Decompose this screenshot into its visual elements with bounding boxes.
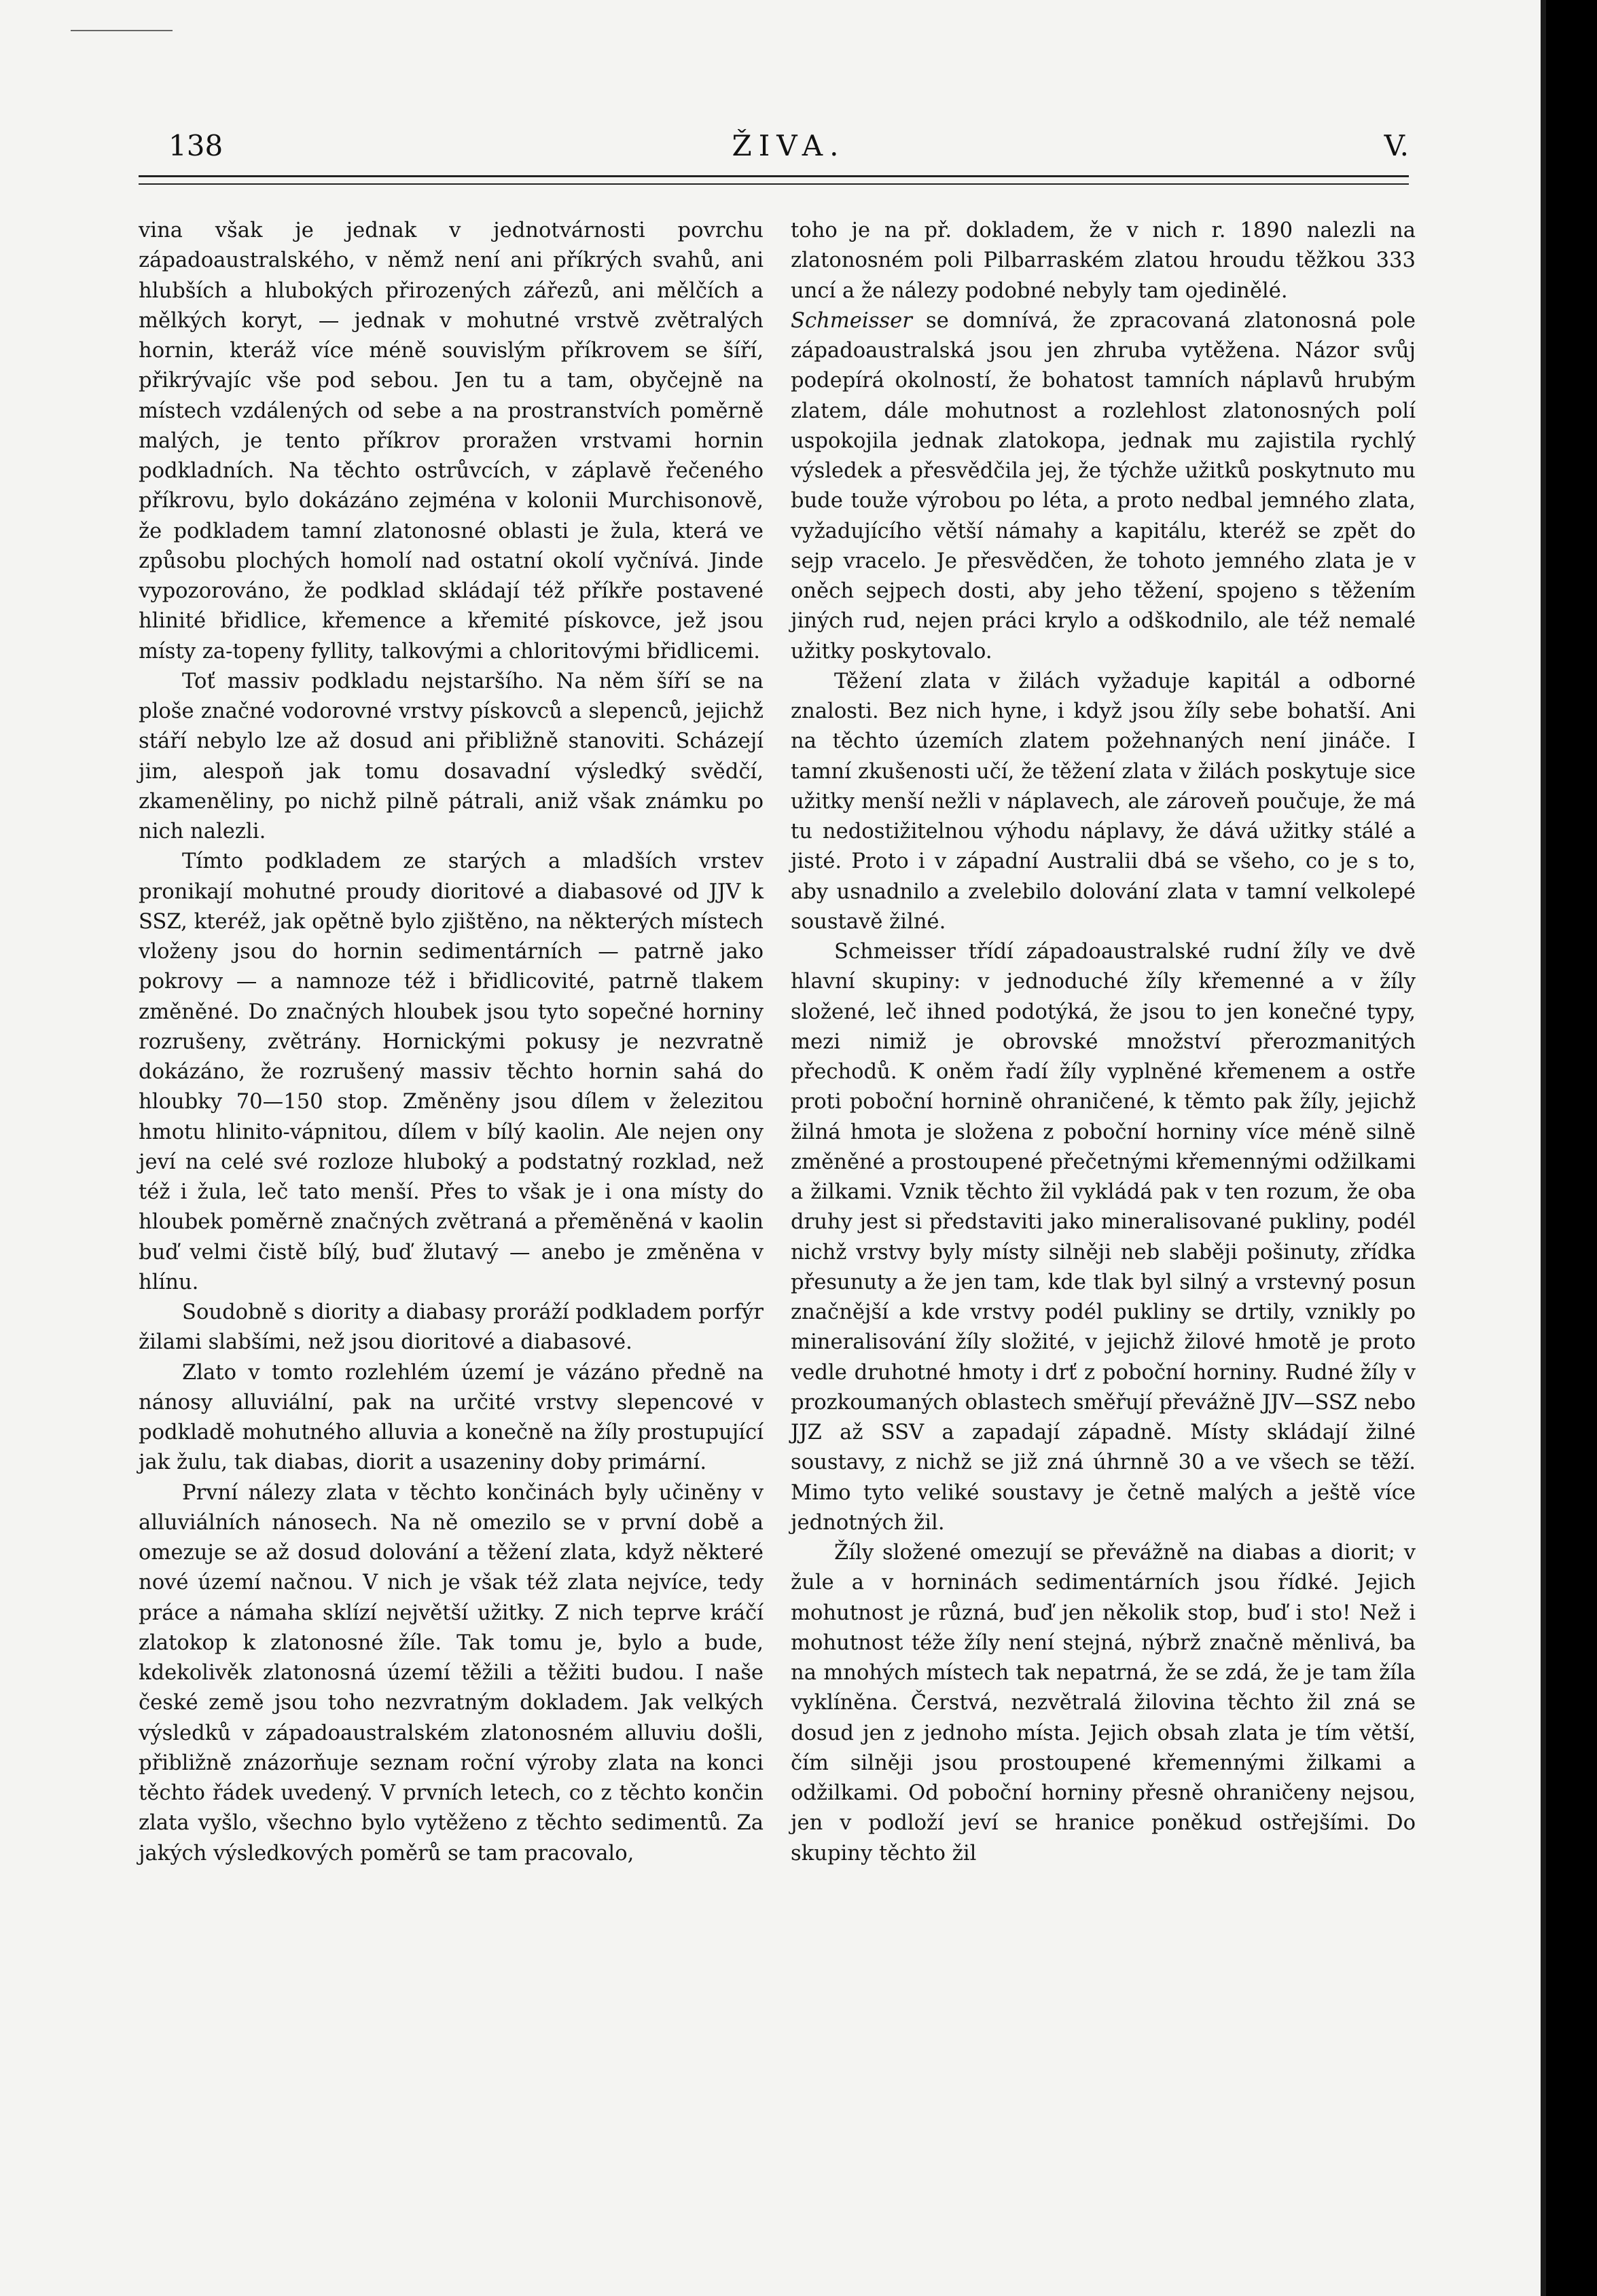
- paragraph: Tímto podkladem ze starých a mladších vrstev pronikají mohutné proudy dioritové a diabasové od JJV k SSZ, kteréž, jak opětně bylo zjištěno, na některých místech vloženy jsou do hornin sedimentárních — patrně jako pokrovy — a namnoze též i břidlicovité, patrně tlakem změněné. Do značných hloubek jsou tyto sopečné horniny rozrušeny, zvětrány. Hornickými pokusy je nezvratně dokázáno, že rozrušený massiv těchto hornin sahá do hloubky 70—150 stop. Změněny jsou dílem v železitou hmotu hlinito-vápnitou, dílem v bílý kaolin. Ale nejen ony jeví na celé své rozloze hluboký a podstatný rozklad, než též i žula, leč tato menší. Přes to však je i ona místy do hloubek poměrně značných zvětraná a přeměněná v kaolin buď velmi čistě bílý, buď žlutavý — anebo je změněna v hlínu.: [139, 850, 764, 1294]
- paragraph: toho je na př. dokladem, že v nich r. 1890 nalezli na zlatonosném poli Pilbarraském zlatou hroudu těžkou 333 uncí a že nálezy podobné nebyly tam ojedinělé.: [791, 219, 1416, 303]
- volume-number: V.: [1384, 129, 1409, 162]
- paragraph: [791, 306, 1416, 667]
- paragraph-text: se domnívá, že zpracovaná zlatonosná pole západoaustralská jsou jen zhruba vytěžena. Názor svůj podepírá okolností, že bohatost tamních náplavů hrubým zlatem, dále mohutnost a rozlehlost zlatonosných polí uspokojila jednak zlatokopa, jednak mu zajistila rychlý výsledek a přesvědčila jej, že týchže užitků poskytnuto mu bude touže výrobou po léta, a proto nedbal jemného zlata, vyžadujícího větší námahy a kapitálu, kteréž se zpět do sejp vracelo. Je přesvědčen, že tohoto jemného zlata je v oněch sejpech dosti, aby jeho těžení, spojeno s těžením jiných rud, nejen práci krylo a odškodnilo, ale též nemalé užitky poskytovalo.: [791, 308, 1416, 663]
- paragraph: Schmeisser třídí západoaustralské rudní žíly ve dvě hlavní skupiny: v jednoduché žíly křemenné a v žíly složené, leč ihned podotýká, že jsou to jen konečné typy, mezi nimiž je obrovské množství přerozmanitých přechodů. K oněm řadí žíly vyplněné křemenem a ostře proti poboční hornině ohraničené, k těmto pak žíly, jejichž žilná hmota je složena z poboční horniny více méně silně změněné a prostoupené přečetnými křemennými odžilkami a žilkami. Vznik těchto žil vykládá pak v ten rozum, že oba druhy jest si představiti jako mineralisované pukliny, podél nichž vrstvy byly místy silněji neb slaběji pošinuty, zřídka přesunuty a že jen tam, kde tlak byl silný a vrstevný posun značnější a kde vrstvy podél pukliny se drtily, vznikly po mineralisování žíly složité, v jejichž žilové hmotě je proto vedle druhotné hmoty i drť z poboční horniny. Rudné žíly v prozkoumaných oblastech směřují převážně JJV—SSZ nebo JJZ až SSV a zapadají západně. Místy skládají žilné soustavy, z nichž se již zná úhrnně 30 a ve všech se těží. Mimo tyto veliké soustavy je četně malých a ještě více jednotných žil.: [791, 940, 1416, 1535]
- binding-edge: [1541, 0, 1546, 2296]
- paragraph: Těžení zlata v žilách vyžaduje kapitál a odborné znalosti. Bez nich hyne, i když jsou žíly sebe bohatší. Ani na těchto územích zlatem požehnaných není jináče. I tamní zkušenosti učí, že těžení zlata v žilách poskytuje sice užitky menší nežli v náplavech, ale zároveň poučuje, že má tu nedostižitelnou výhodu náplavy, že dává užitky stálé a jisté. Proto i v západní Australii dbá se všeho, co je s to, aby usnadnilo a zvelebilo dolování zlata v tamní velkolepé soustavě žilné.: [791, 669, 1416, 934]
- left-column: [139, 216, 764, 1869]
- page-header: [168, 129, 1409, 170]
- paragraph: První nálezy zlata v těchto končinách byly učiněny v alluviálních nánosech. Na ně omezilo se v první době a omezuje se až dosud dolování a těžení zlata, když některé nové území načnou. V nich je však též zlata nejvíce, tedy práce a námaha sklízí největší užitky. Z nich teprve kráčí zlatokop k zlatonosné žíle. Tak tomu je, bylo a bude, kdekolivěk zlatonosná území těžili a těžiti budou. I naše české země jsou toho nezvratným dokladem. Jak velkých výsledků v západoaustralském zlatonosném alluviu došli, přibližně znázorňuje seznam roční výroby zlata na konci těchto řádek uvedený. V prvních letech, co z těchto končin zlata vyšlo, všechno bylo vytěženo z těchto sedimentů. Za jakých výsledkových poměrů se tam pracovalo,: [139, 1480, 764, 1865]
- author-name-italic: Schmeisser: [791, 308, 912, 333]
- header-rule: [139, 175, 1409, 177]
- paragraph: vina však je jednak v jednotvárnosti povrchu západoaustralského, v němž není ani příkrých svahů, ani hlubších a hlubokých přirozených zářezů, ani mělčích a mělkých koryt, — jednak v mohutné vrstvě zvětralých hornin, kteráž více méně souvislým příkrovem se šíří, přikrývajíc vše pod sebou. Jen tu a tam, obyčejně na místech vzdálených od sebe a na prostranstvích poměrně malých, je tento příkrov proražen vrstvami hornin podkladních. Na těchto ostrůvcích, v záplavě řečeného příkrovu, bylo dokázáno zejména v kolonii Murchisonově, že podkladem tamní zlatonosné oblasti je žula, která ve způsobu plochých homolí nad ostatní okolí vyčnívá. Jinde vypozorováno, že podklad skládají též příkře postavené hlinité břidlice, křemence a křemité pískovce, jež jsou místy za-topeny fyllity, talkovými a chloritovými břidlicemi.: [139, 219, 764, 663]
- paragraph: Soudobně s diority a diabasy proráží podkladem porfýr žilami slabšími, než jsou dioritové a diabasové.: [139, 1300, 764, 1355]
- right-column: [791, 216, 1416, 1869]
- scan-mark: [71, 30, 173, 31]
- paragraph: Zlato v tomto rozlehlém území je vázáno předně na nánosy alluviální, pak na určité vrstvy slepencové v podkladě mohutného alluvia a konečně na žíly prostupující jak žulu, tak diabas, diorit a usazeniny doby primární.: [139, 1360, 764, 1475]
- page-number: 138: [168, 129, 223, 162]
- paragraph: Žíly složené omezují se převážně na diabas a diorit; v žule a v horninách sedimentárních jsou řídké. Jejich mohutnost je různá, buď jen několik stop, buď i sto! Než i mohutnost téže žíly není stejná, nýbrž značně měnlivá, ba na mnohých místech tak nepatrná, že se zdá, že je tam žíla vyklíněna. Čerstvá, nezvětralá žilovina těchto žil zná se dosud jen z jednoho místa. Jejich obsah zlata je tím větší, čím silněji jsou prostoupené křemennými žilkami a odžilkami. Od poboční horniny přesně ohraničeny nejsou, jen v podloží jeví se hranice poněkud ostřejšími. Do skupiny těchto žil: [791, 1541, 1416, 1865]
- paragraph: Toť massiv podkladu nejstaršího. Na něm šíří se na ploše značné vodorovné vrstvy pískovců a slepenců, jejichž stáří nebylo lze až dosud ani přibližně stanoviti. Scházejí jim, alespoň jak tomu dosavadní výsledký svědčí, zkameněliny, po nichž pilně pátrali, aniž však známku po nich nalezli.: [139, 669, 764, 843]
- journal-title: ŽIVA.: [732, 129, 846, 162]
- header-rule-thin: [139, 183, 1409, 185]
